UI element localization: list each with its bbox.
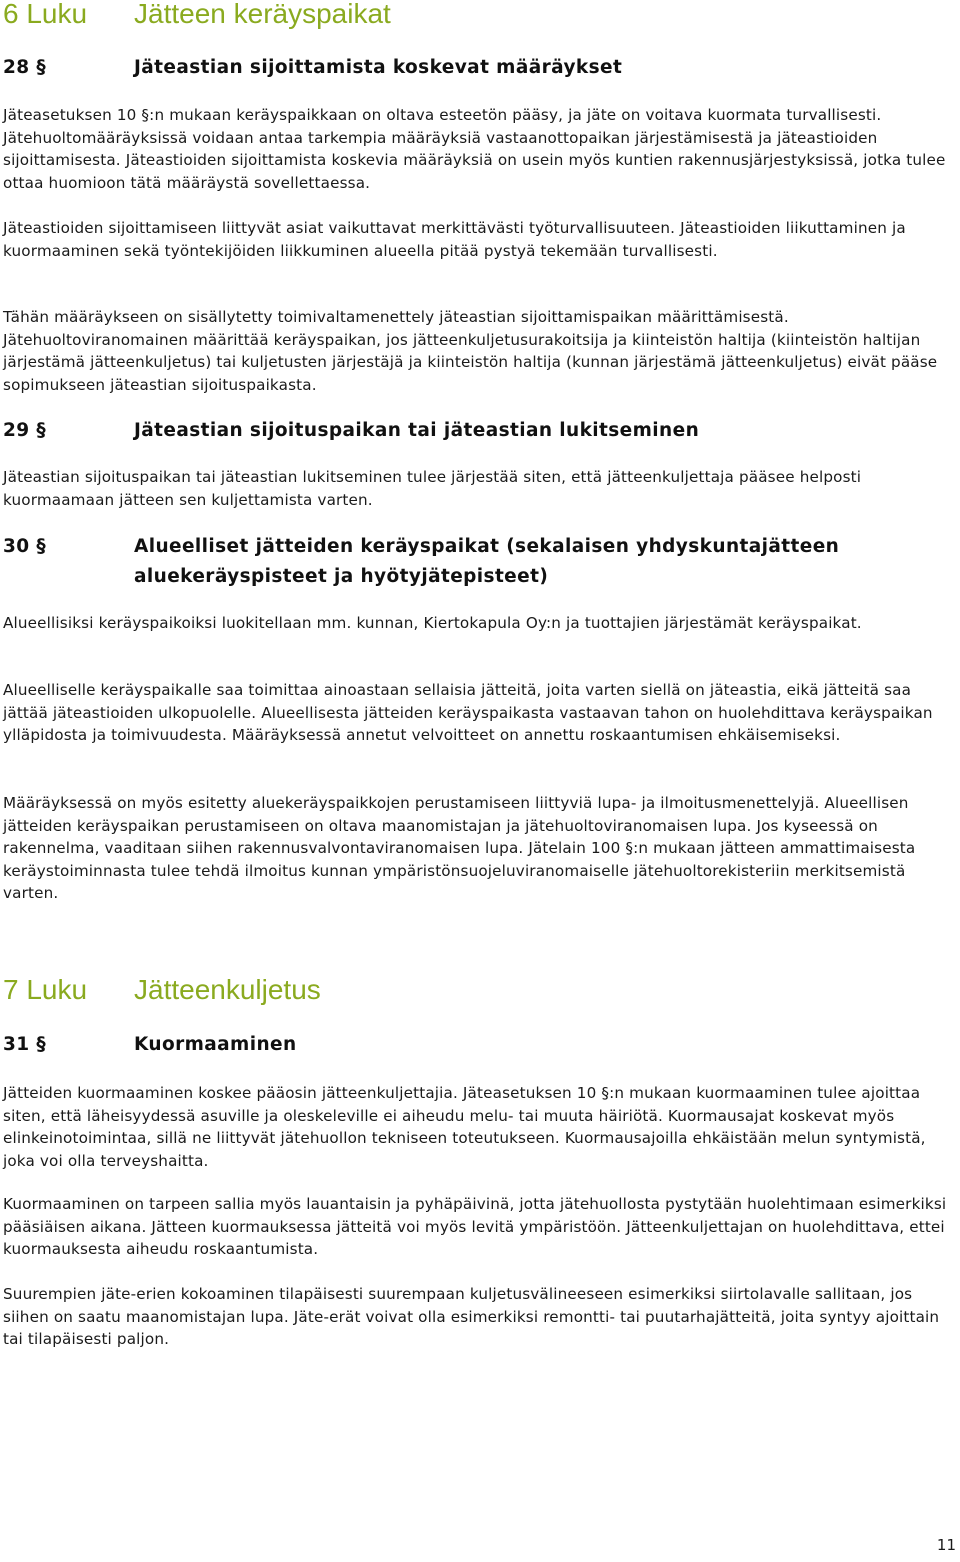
chapter-number: 7 Luku: [3, 974, 88, 1005]
page-number: 11: [936, 1536, 956, 1554]
section-number: 29 §: [3, 420, 47, 441]
section-title: Kuormaaminen: [134, 1034, 297, 1055]
paragraph: Alueellisiksi keräyspaikoiksi luokitellaan mm. kunnan, Kiertokapula Oy:n ja tuottajien järjestämät keräyspaikat.: [3, 614, 862, 632]
section-title: Jäteastian sijoittamista koskevat määräykset: [134, 57, 623, 78]
paragraph: Alueelliselle keräyspaikalle saa toimittaa ainoastaan sellaisia jätteitä, joita varten siellä on jäteastia, eikä jätteitä saa jättää jäteastioiden ulkopuolelle. Alueellisesta jätteiden keräyspaikasta vastaavan tahon on huolehdittava keräyspaikan ylläpidosta ja toimivuudesta. Määräyksessä annetut velvoitteet on annettu roskaantumisen ehkäisemiseksi.: [3, 681, 933, 744]
paragraph: Jätteiden kuormaaminen koskee pääosin jätteenkuljettajia. Jäteasetuksen 10 §:n mukaan kuormaaminen tulee ajoittaa siten, että läheisyydessä asuville ja oleskeleville ei aiheudu melu- tai muuta häiriötä. Kuormausajat koskevat myös elinkeinotoimintaa, sillä ne liittyvät jätehuollon tekniseen toteutukseen. Kuormausajoilla ehkäistään melun syntymistä, joka voi olla terveyshaitta.: [3, 1084, 926, 1170]
chapter-title: Jätteenkuljetus: [134, 974, 321, 1005]
section-heading-28: [3, 53, 622, 83]
paragraph: Jäteasetuksen 10 §:n mukaan keräyspaikkaan on oltava esteetön pääsy, ja jäte on voitava kuormata turvallisesti. Jätehuoltomääräyksissä voidaan antaa tarkempia määräyksiä vastaanottopaikan järjestämisestä ja jäteastioiden sijoittamisesta. Jäteastioiden sijoittamista koskevia määräyksiä on usein myös kuntien rakennusjärjestyksissä, jotka tulee ottaa huomioon tätä määräystä sovellettaessa.: [3, 106, 946, 192]
section-heading-31: [3, 1030, 297, 1060]
paragraph: Määräyksessä on myös esitetty aluekeräyspaikkojen perustamiseen liittyviä lupa- ja ilmoitusmenettelyjä. Alueellisen jätteiden keräyspaikan perustamiseen on oltava maanomistajan ja jätehuoltoviranomaisen lupa. Jos kyseessä on rakennelma, vaaditaan siihen rakennusvalvontaviranomaisen lupa. Jätelain 100 §:n mukaan jätteen ammattimaisesta keräystoiminnasta tulee tehdä ilmoitus kunnan ympäristönsuojeluviranomaiselle jätehuoltorekisteriin merkitsemistä varten.: [3, 794, 916, 902]
paragraph: Kuormaaminen on tarpeen sallia myös lauantaisin ja pyhäpäivinä, jotta jätehuollosta pystytään huolehtimaan esimerkiksi pääsiäisen aikana. Jätteen kuormauksessa jätteitä voi myös levitä ympäristöön. Jätteenkuljettajan on huolehdittava, ettei kuormauksesta aiheudu roskaantumista.: [3, 1195, 947, 1258]
paragraph: Tähän määräykseen on sisällytetty toimivaltamenettely jäteastian sijoittamispaikan määrittämisestä. Jätehuoltoviranomainen määrittää keräyspaikan, jos jätteenkuljetusurakoitsija ja kiinteistön haltija (kiinteistön haltijan järjestämä jätteenkuljetus) tai kuljetusten järjestäjä ja kiinteistön haltija (kunnan järjestämä jätteenkuljetus) eivät pääse sopimukseen jäteastian sijoituspaikasta.: [3, 308, 938, 394]
section-heading-29: [3, 416, 699, 446]
section-number: 31 §: [3, 1034, 47, 1055]
chapter-heading-7: [3, 976, 321, 1004]
paragraph: Jäteastioiden sijoittamiseen liittyvät asiat vaikuttavat merkittävästi työturvallisuuteen. Jäteastioiden liikuttaminen ja kuormaaminen sekä työntekijöiden liikkuminen alueella pitää pystyä tekemään turvallisesti.: [3, 219, 906, 260]
section-heading-30: [3, 532, 953, 592]
section-title: Jäteastian sijoituspaikan tai jäteastian lukitseminen: [134, 420, 700, 441]
paragraph: Jäteastian sijoituspaikan tai jäteastian lukitseminen tulee järjestää siten, että jätteenkuljettaja pääsee helposti kuormaamaan jätteen sen kuljettamista varten.: [3, 468, 862, 509]
chapter-title: Jätteen keräyspaikat: [134, 0, 391, 29]
section-number: 28 §: [3, 57, 47, 78]
paragraph: Suurempien jäte-erien kokoaminen tilapäisesti suurempaan kuljetusvälineeseen esimerkiksi siirtolavalle sallitaan, jos siihen on saatu maanomistajan lupa. Jäte-erät voivat olla esimerkiksi remontti- tai puutarhajätteitä, joita syntyy ajoittain tai tilapäisesti paljon.: [3, 1285, 940, 1348]
section-title: Alueelliset jätteiden keräyspaikat (sekalaisen yhdyskuntajätteen aluekeräyspisteet ja hyötyjätepisteet): [134, 536, 840, 587]
chapter-heading-6: [3, 0, 391, 28]
section-number: 30 §: [3, 536, 47, 557]
chapter-number: 6 Luku: [3, 0, 88, 29]
